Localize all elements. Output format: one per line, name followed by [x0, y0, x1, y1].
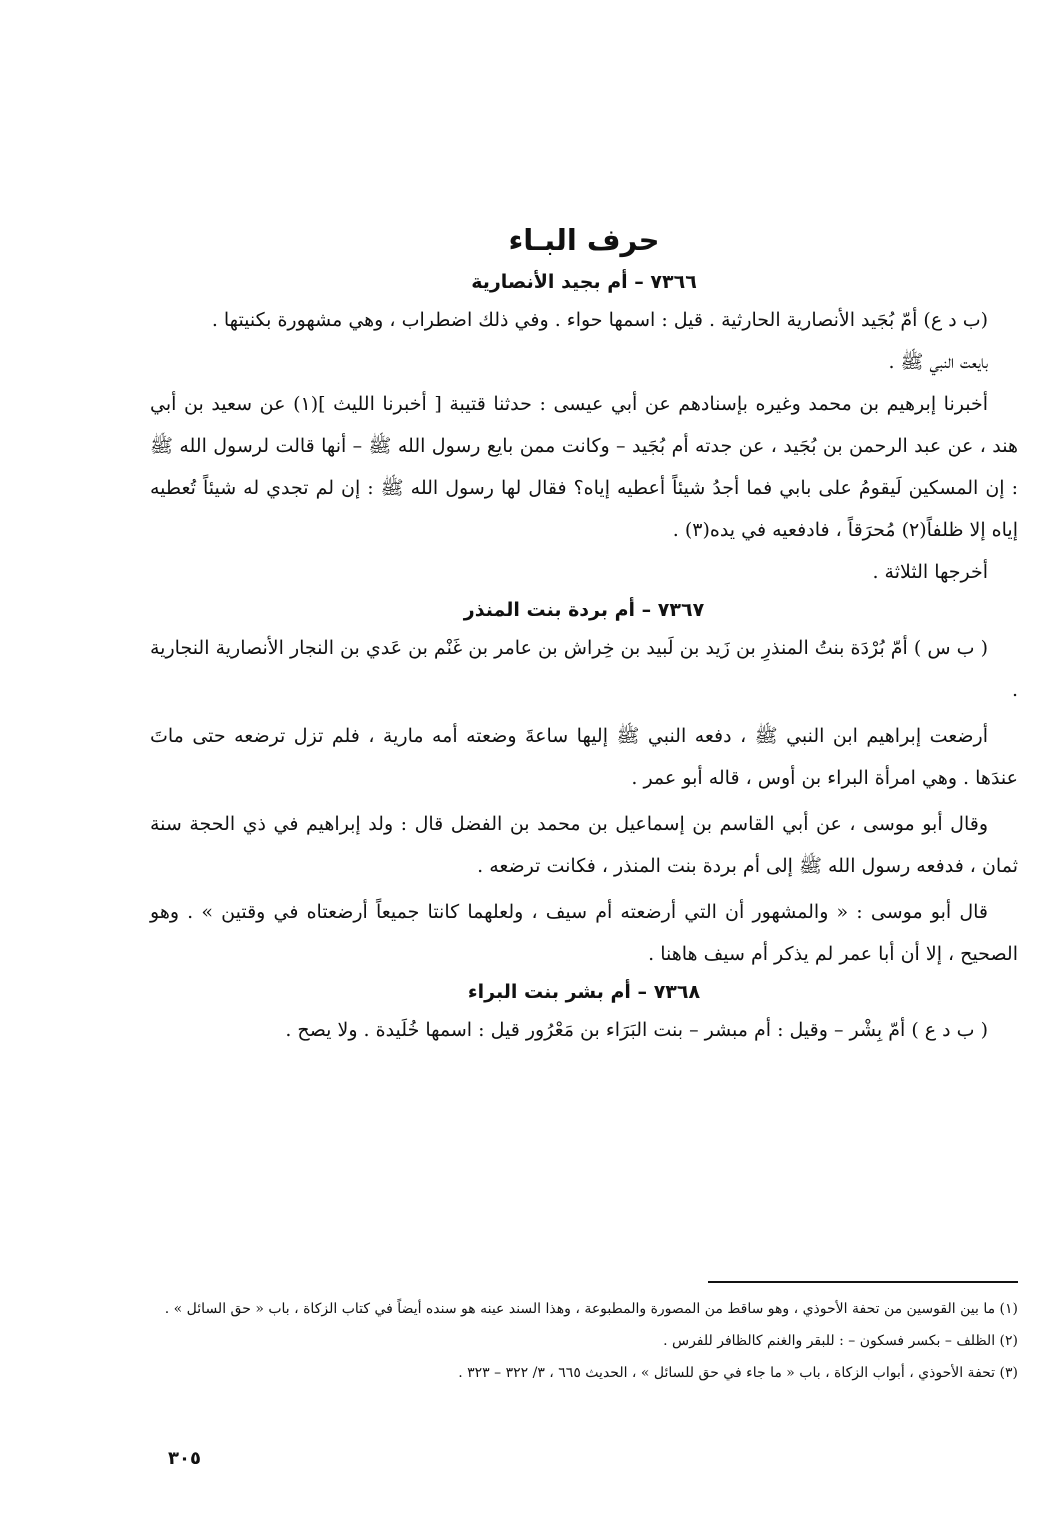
entry-paragraph: أخبرنا إبرهيم بن محمد وغيره بإسنادهم عن أبي عيسى : حدثنا قتيبة [ أخبرنا الليث ](١) عن سعيد بن أبي هند ، عن عبد الرحمن بن بُجَيد ، عن جدته أم بُجَيد – وكانت ممن بايع رسول الله ﷺ – أنها قالت لرسول الله ﷺ : إن المسكين لَيقومُ على بابي فما أجدُ شيئاً أعطيه إياه؟ فقال لها رسول الله ﷺ : إن لم تجدي له شيئاً تُعطيه إياه إلا ظلفاً(٢) مُحرَقاً ، فادفعيه في يده(٣) .	[150, 393, 1018, 541]
entry-paragraph: ( ب س ) أمّ بُرْدَة بنتُ المنذرِ بن زَيد بن لَبيد بن خِراش بن عامر بن غَنْم بن عَدي بن النجار الأنصارية النجارية .	[150, 637, 1018, 701]
entry-paragraph: أرضعت إبراهيم ابن النبي ﷺ ، دفعه النبي ﷺ إليها ساعةَ وضعته أمه مارية ، فلم تزل ترضعه حتى ماتَ عندَها . وهي امرأة البراء بن أوس ، قاله أبو عمر .	[150, 725, 1018, 789]
footnotes	[150, 1293, 1018, 1389]
entry-paragraph: بايعت النبي ﷺ .	[888, 351, 988, 373]
entry-paragraph: ( ب د ع ) أمّ بِشْر – وقيل : أم مبشر – بنت البَرَاء بن مَعْرُور قيل : اسمها خُلَيدة . ولا يصح .	[285, 1019, 988, 1041]
entry-title: ٧٣٦٦ – أم بجيد الأنصارية	[471, 271, 697, 293]
entry-7367	[150, 593, 1018, 975]
entry-paragraph: قال أبو موسى : « والمشهور أن التي أرضعته أم سيف ، ولعلهما كانتا جميعاً أرضعتاه في وقتين » . وهو الصحيح ، إلا أن أبا عمر لم يذكر أم سيف هاهنا .	[150, 901, 1018, 965]
entry-7368	[150, 975, 1018, 1051]
section-title: حرف البـاء	[508, 223, 660, 257]
entry-title: ٧٣٦٨ – أم بشر بنت البراء	[467, 981, 701, 1003]
footnote: (١) ما بين القوسين من تحفة الأحوذي ، وهو ساقط من المصورة والمطبوعة ، وهذا السند عينه هو سنده أيضاً في كتاب الزكاة ، باب « حق السائل » .	[164, 1301, 1018, 1317]
entry-paragraph: (ب د ع) أمّ بُجَيد الأنصارية الحارثية . قيل : اسمها حواء . وفي ذلك اضطراب ، وهي مشهورة بكنيتها .	[211, 309, 988, 331]
footnote: (٢) الظلف – بكسر فسكون – : للبقر والغنم كالظافر للفرس .	[663, 1333, 1018, 1349]
page-body	[150, 215, 1018, 1051]
page-number: ٣٠٥	[168, 1448, 201, 1469]
entry-paragraph: أخرجها الثلاثة .	[872, 561, 988, 583]
footnote: (٣) تحفة الأحوذي ، أبواب الزكاة ، باب « ما جاء في حق للسائل » ، الحديث ٦٦٥ ، ٣/ ٣٢٢ – ٣٢٣ .	[458, 1365, 1018, 1381]
entry-paragraph: وقال أبو موسى ، عن أبي القاسم بن إسماعيل بن محمد بن الفضل قال : ولد إبراهيم في ذي الحجة سنة ثمان ، فدفعه رسول الله ﷺ إلى أم بردة بنت المنذر ، فكانت ترضعه .	[150, 813, 1018, 877]
entry-title: ٧٣٦٧ – أم بردة بنت المنذر	[463, 599, 705, 621]
footnote-divider	[708, 1281, 1018, 1283]
entry-7366	[150, 265, 1018, 593]
